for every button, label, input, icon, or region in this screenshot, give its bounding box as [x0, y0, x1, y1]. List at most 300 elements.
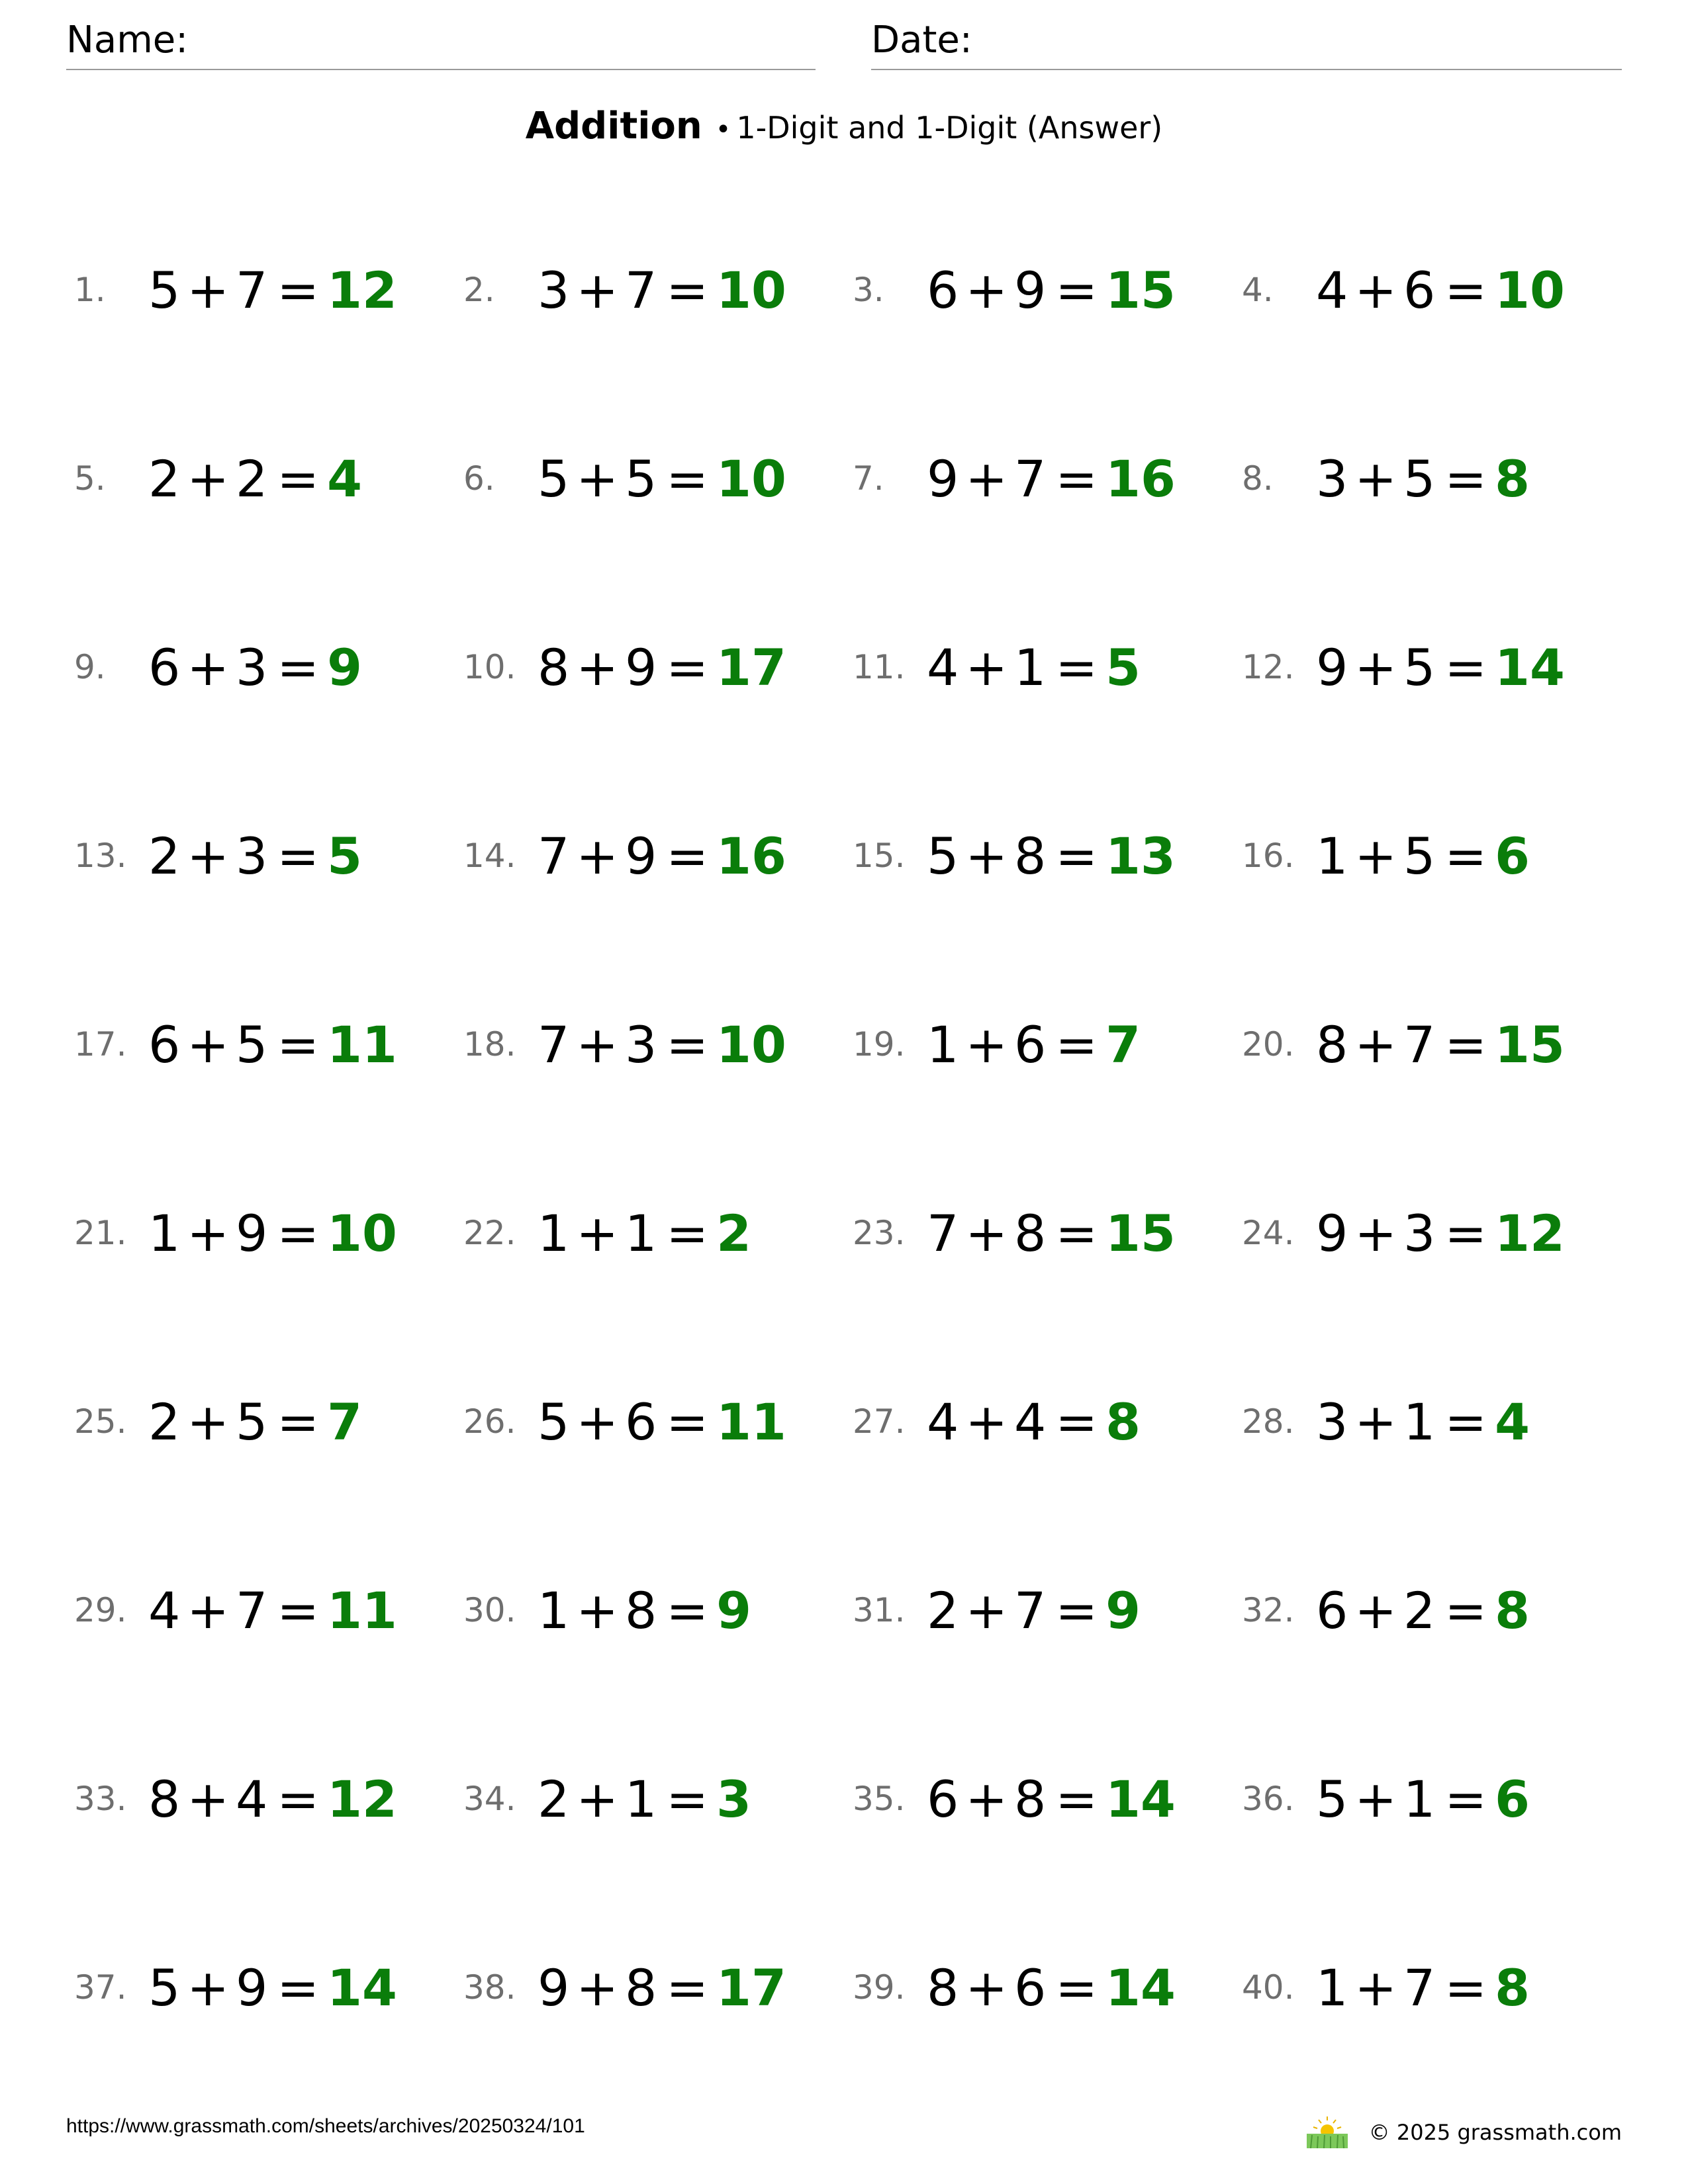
answer: 4 — [327, 449, 362, 508]
answer: 15 — [1495, 1015, 1565, 1074]
plus-operator: + — [187, 1581, 230, 1640]
title-subtitle: 1-Digit and 1-Digit (Answer) — [736, 110, 1163, 146]
problem-expression — [1316, 449, 1530, 508]
plus-operator: + — [965, 1958, 1008, 2017]
problem-item — [74, 1359, 463, 1547]
operand-a: 2 — [148, 1392, 181, 1451]
equals-sign: = — [1055, 638, 1098, 697]
equals-sign: = — [277, 261, 320, 320]
operand-b: 5 — [625, 449, 657, 508]
problem-item — [74, 604, 463, 793]
problem-number: 7. — [853, 459, 884, 498]
problem-expression — [927, 1581, 1141, 1640]
answer: 14 — [1105, 1958, 1176, 2017]
problem-number: 37. — [74, 1968, 127, 2007]
problem-number: 38. — [463, 1968, 516, 2007]
equals-sign: = — [277, 1581, 320, 1640]
plus-operator: + — [576, 1770, 619, 1829]
plus-operator: + — [576, 1958, 619, 2017]
problem-number: 20. — [1242, 1025, 1295, 1064]
operand-b: 9 — [625, 827, 657, 886]
operand-a: 4 — [148, 1581, 181, 1640]
answer: 13 — [1105, 827, 1176, 886]
problem-expression — [148, 1958, 397, 2017]
operand-b: 5 — [1403, 638, 1436, 697]
plus-operator: + — [965, 638, 1008, 697]
problem-item — [1242, 1547, 1631, 1736]
plus-operator: + — [1354, 449, 1397, 508]
equals-sign: = — [666, 1581, 709, 1640]
problem-number: 2. — [463, 271, 495, 309]
operand-b: 6 — [1403, 261, 1436, 320]
problem-number: 13. — [74, 837, 127, 875]
title-separator: • — [715, 114, 731, 145]
problem-item — [463, 981, 853, 1170]
problem-expression — [1316, 827, 1530, 886]
operand-b: 5 — [236, 1392, 268, 1451]
problem-number: 18. — [463, 1025, 516, 1064]
title-main: Addition — [525, 105, 702, 148]
plus-operator: + — [965, 1581, 1008, 1640]
equals-sign: = — [1444, 1581, 1487, 1640]
answer: 8 — [1495, 449, 1530, 508]
equals-sign: = — [1055, 1204, 1098, 1263]
problem-expression — [538, 638, 786, 697]
operand-a: 1 — [1316, 1958, 1348, 2017]
operand-a: 2 — [927, 1581, 959, 1640]
equals-sign: = — [1055, 449, 1098, 508]
operand-b: 7 — [236, 261, 268, 320]
problem-number: 4. — [1242, 271, 1274, 309]
problem-item — [74, 981, 463, 1170]
problem-expression — [538, 1770, 751, 1829]
problem-number: 19. — [853, 1025, 906, 1064]
operand-b: 9 — [625, 638, 657, 697]
operand-a: 5 — [927, 827, 959, 886]
footer-copyright-block — [1304, 2115, 1622, 2150]
problem-item — [74, 793, 463, 981]
problem-number: 30. — [463, 1591, 516, 1629]
operand-a: 8 — [538, 638, 570, 697]
operand-b: 5 — [1403, 449, 1436, 508]
operand-a: 7 — [927, 1204, 959, 1263]
answer: 14 — [327, 1958, 397, 2017]
equals-sign: = — [1055, 1958, 1098, 2017]
answer: 16 — [1105, 449, 1176, 508]
problem-item — [853, 1170, 1242, 1359]
plus-operator: + — [187, 1958, 230, 2017]
problem-expression — [538, 261, 786, 320]
answer: 8 — [1495, 1581, 1530, 1640]
problem-item — [74, 1170, 463, 1359]
answer: 10 — [1495, 261, 1565, 320]
operand-a: 3 — [1316, 1392, 1348, 1451]
equals-sign: = — [277, 1204, 320, 1263]
problem-item — [1242, 1170, 1631, 1359]
answer: 10 — [716, 449, 786, 508]
problem-item — [463, 1925, 853, 2113]
operand-a: 8 — [927, 1958, 959, 2017]
plus-operator: + — [1354, 1958, 1397, 2017]
equals-sign: = — [277, 1958, 320, 2017]
operand-b: 7 — [1403, 1015, 1436, 1074]
operand-a: 9 — [1316, 1204, 1348, 1263]
plus-operator: + — [965, 1392, 1008, 1451]
plus-operator: + — [187, 827, 230, 886]
answer: 11 — [327, 1581, 397, 1640]
operand-b: 5 — [1403, 827, 1436, 886]
plus-operator: + — [576, 827, 619, 886]
operand-b: 6 — [1014, 1958, 1047, 2017]
operand-a: 5 — [1316, 1770, 1348, 1829]
equals-sign: = — [1444, 449, 1487, 508]
equals-sign: = — [666, 1392, 709, 1451]
problem-expression — [927, 638, 1141, 697]
problem-expression — [927, 1770, 1176, 1829]
equals-sign: = — [666, 1770, 709, 1829]
equals-sign: = — [666, 827, 709, 886]
problem-expression — [148, 1392, 362, 1451]
plus-operator: + — [576, 261, 619, 320]
answer: 14 — [1105, 1770, 1176, 1829]
problem-expression — [148, 261, 397, 320]
problem-grid — [74, 227, 1631, 2113]
equals-sign: = — [1444, 1770, 1487, 1829]
operand-b: 6 — [1014, 1015, 1047, 1074]
answer: 5 — [1105, 638, 1141, 697]
operand-b: 4 — [1014, 1392, 1047, 1451]
answer: 10 — [716, 261, 786, 320]
equals-sign: = — [1444, 1958, 1487, 2017]
plus-operator: + — [187, 1770, 230, 1829]
problem-number: 8. — [1242, 459, 1274, 498]
problem-number: 25. — [74, 1402, 127, 1441]
problem-number: 26. — [463, 1402, 516, 1441]
problem-expression — [148, 1581, 397, 1640]
problem-expression — [148, 449, 362, 508]
problem-expression — [148, 1204, 397, 1263]
plus-operator: + — [576, 1204, 619, 1263]
equals-sign: = — [1055, 1581, 1098, 1640]
operand-a: 5 — [148, 261, 181, 320]
operand-b: 8 — [625, 1581, 657, 1640]
problem-item — [1242, 604, 1631, 793]
answer: 8 — [1105, 1392, 1141, 1451]
problem-item — [1242, 793, 1631, 981]
answer: 7 — [1105, 1015, 1141, 1074]
operand-b: 7 — [1014, 449, 1047, 508]
problem-expression — [538, 1204, 751, 1263]
problem-item — [1242, 1925, 1631, 2113]
equals-sign: = — [1055, 1392, 1098, 1451]
plus-operator: + — [965, 1204, 1008, 1263]
answer: 11 — [327, 1015, 397, 1074]
equals-sign: = — [277, 1392, 320, 1451]
problem-number: 40. — [1242, 1968, 1295, 2007]
answer: 3 — [716, 1770, 751, 1829]
problem-expression — [148, 1015, 397, 1074]
problem-item — [853, 1925, 1242, 2113]
problem-number: 39. — [853, 1968, 906, 2007]
equals-sign: = — [1055, 1015, 1098, 1074]
operand-a: 4 — [927, 1392, 959, 1451]
equals-sign: = — [277, 827, 320, 886]
plus-operator: + — [187, 1015, 230, 1074]
operand-b: 9 — [1014, 261, 1047, 320]
equals-sign: = — [1444, 638, 1487, 697]
problem-number: 22. — [463, 1214, 516, 1252]
answer: 15 — [1105, 261, 1176, 320]
equals-sign: = — [1444, 261, 1487, 320]
problem-number: 36. — [1242, 1780, 1295, 1818]
plus-operator: + — [965, 827, 1008, 886]
operand-b: 1 — [625, 1204, 657, 1263]
operand-b: 9 — [236, 1204, 268, 1263]
plus-operator: + — [965, 261, 1008, 320]
operand-a: 1 — [148, 1204, 181, 1263]
plus-operator: + — [1354, 1392, 1397, 1451]
operand-a: 2 — [538, 1770, 570, 1829]
problem-number: 23. — [853, 1214, 906, 1252]
problem-number: 5. — [74, 459, 106, 498]
operand-b: 8 — [1014, 1204, 1047, 1263]
plus-operator: + — [1354, 1770, 1397, 1829]
problem-expression — [927, 1392, 1141, 1451]
answer: 17 — [716, 638, 786, 697]
operand-b: 1 — [1403, 1770, 1436, 1829]
operand-b: 1 — [1014, 638, 1047, 697]
answer: 8 — [1495, 1958, 1530, 2017]
problem-item — [853, 1736, 1242, 1925]
plus-operator: + — [187, 449, 230, 508]
problem-expression — [148, 827, 362, 886]
problem-item — [74, 416, 463, 604]
problem-item — [463, 227, 853, 416]
problem-item — [463, 793, 853, 981]
plus-operator: + — [187, 1204, 230, 1263]
plus-operator: + — [576, 449, 619, 508]
problem-expression — [927, 1204, 1176, 1263]
answer: 14 — [1495, 638, 1565, 697]
name-field[interactable] — [66, 19, 816, 70]
problem-item — [463, 1736, 853, 1925]
problem-expression — [538, 1015, 786, 1074]
operand-b: 8 — [1014, 1770, 1047, 1829]
answer: 9 — [327, 638, 362, 697]
problem-number: 34. — [463, 1780, 516, 1818]
equals-sign: = — [277, 638, 320, 697]
answer: 7 — [327, 1392, 362, 1451]
equals-sign: = — [666, 449, 709, 508]
problem-item — [853, 227, 1242, 416]
answer: 6 — [1495, 1770, 1530, 1829]
operand-a: 1 — [1316, 827, 1348, 886]
answer: 2 — [716, 1204, 751, 1263]
plus-operator: + — [576, 1015, 619, 1074]
problem-item — [74, 1736, 463, 1925]
equals-sign: = — [1444, 1204, 1487, 1263]
answer: 10 — [327, 1204, 397, 1263]
problem-item — [853, 604, 1242, 793]
answer: 12 — [327, 1770, 397, 1829]
problem-expression — [927, 449, 1176, 508]
date-label: Date: — [871, 19, 972, 62]
operand-a: 3 — [1316, 449, 1348, 508]
problem-number: 35. — [853, 1780, 906, 1818]
operand-b: 8 — [625, 1958, 657, 2017]
operand-a: 7 — [538, 1015, 570, 1074]
operand-b: 3 — [1403, 1204, 1436, 1263]
problem-item — [853, 416, 1242, 604]
answer: 9 — [1105, 1581, 1141, 1640]
equals-sign: = — [277, 1015, 320, 1074]
problem-number: 1. — [74, 271, 106, 309]
operand-a: 9 — [1316, 638, 1348, 697]
operand-a: 8 — [1316, 1015, 1348, 1074]
problem-expression — [927, 827, 1176, 886]
operand-b: 6 — [625, 1392, 657, 1451]
problem-expression — [927, 1958, 1176, 2017]
equals-sign: = — [666, 1958, 709, 2017]
problem-item — [74, 227, 463, 416]
operand-a: 6 — [148, 638, 181, 697]
problem-expression — [1316, 1770, 1530, 1829]
operand-b: 2 — [236, 449, 268, 508]
operand-b: 7 — [236, 1581, 268, 1640]
plus-operator: + — [187, 261, 230, 320]
problem-number: 28. — [1242, 1402, 1295, 1441]
operand-a: 9 — [927, 449, 959, 508]
equals-sign: = — [1444, 1392, 1487, 1451]
problem-number: 15. — [853, 837, 906, 875]
problem-expression — [148, 638, 362, 697]
equals-sign: = — [1444, 1015, 1487, 1074]
problem-number: 10. — [463, 648, 516, 686]
problem-item — [853, 793, 1242, 981]
problem-item — [463, 1359, 853, 1547]
problem-expression — [927, 261, 1176, 320]
problem-number: 32. — [1242, 1591, 1295, 1629]
operand-a: 4 — [1316, 261, 1348, 320]
equals-sign: = — [666, 261, 709, 320]
problem-expression — [1316, 1392, 1530, 1451]
operand-a: 5 — [148, 1958, 181, 2017]
problem-expression — [538, 449, 786, 508]
problem-number: 6. — [463, 459, 495, 498]
operand-a: 1 — [927, 1015, 959, 1074]
operand-b: 1 — [1403, 1392, 1436, 1451]
problem-item — [74, 1925, 463, 2113]
operand-a: 1 — [538, 1204, 570, 1263]
operand-a: 3 — [538, 261, 570, 320]
answer: 15 — [1105, 1204, 1176, 1263]
operand-b: 9 — [236, 1958, 268, 2017]
operand-a: 6 — [1316, 1581, 1348, 1640]
problem-number: 21. — [74, 1214, 127, 1252]
plus-operator: + — [1354, 1015, 1397, 1074]
footer-copyright: © 2025 grassmath.com — [1368, 2120, 1622, 2145]
operand-a: 2 — [148, 827, 181, 886]
plus-operator: + — [187, 638, 230, 697]
operand-b: 1 — [625, 1770, 657, 1829]
operand-b: 3 — [236, 827, 268, 886]
problem-expression — [927, 1015, 1141, 1074]
plus-operator: + — [965, 1015, 1008, 1074]
operand-a: 5 — [538, 1392, 570, 1451]
problem-item — [463, 1547, 853, 1736]
worksheet-title — [0, 105, 1688, 148]
problem-item — [463, 1170, 853, 1359]
answer: 11 — [716, 1392, 786, 1451]
problem-number: 11. — [853, 648, 906, 686]
problem-item — [853, 1547, 1242, 1736]
equals-sign: = — [277, 449, 320, 508]
answer: 17 — [716, 1958, 786, 2017]
problem-item — [1242, 416, 1631, 604]
equals-sign: = — [277, 1770, 320, 1829]
problem-number: 14. — [463, 837, 516, 875]
operand-b: 8 — [1014, 827, 1047, 886]
problem-number: 9. — [74, 648, 106, 686]
plus-operator: + — [187, 1392, 230, 1451]
operand-a: 5 — [538, 449, 570, 508]
plus-operator: + — [576, 638, 619, 697]
answer: 12 — [1495, 1204, 1565, 1263]
problem-expression — [1316, 1958, 1530, 2017]
grass-sun-logo-icon — [1304, 2115, 1350, 2150]
operand-b: 5 — [236, 1015, 268, 1074]
problem-expression — [148, 1770, 397, 1829]
problem-item — [1242, 1736, 1631, 1925]
operand-a: 7 — [538, 827, 570, 886]
answer: 5 — [327, 827, 362, 886]
plus-operator: + — [965, 1770, 1008, 1829]
plus-operator: + — [1354, 827, 1397, 886]
problem-expression — [1316, 1204, 1565, 1263]
operand-a: 4 — [927, 638, 959, 697]
problem-number: 33. — [74, 1780, 127, 1818]
problem-number: 17. — [74, 1025, 127, 1064]
plus-operator: + — [965, 449, 1008, 508]
name-label: Name: — [66, 19, 189, 62]
problem-item — [463, 416, 853, 604]
plus-operator: + — [576, 1392, 619, 1451]
plus-operator: + — [1354, 1581, 1397, 1640]
problem-item — [1242, 227, 1631, 416]
problem-number: 16. — [1242, 837, 1295, 875]
answer: 12 — [327, 261, 397, 320]
problem-item — [74, 1547, 463, 1736]
plus-operator: + — [1354, 261, 1397, 320]
problem-expression — [1316, 1015, 1565, 1074]
equals-sign: = — [1055, 1770, 1098, 1829]
date-field[interactable] — [871, 19, 1622, 70]
operand-a: 1 — [538, 1581, 570, 1640]
problem-number: 29. — [74, 1591, 127, 1629]
footer-url: https://www.grassmath.com/sheets/archives/20250324/101 — [66, 2115, 585, 2137]
operand-a: 6 — [927, 261, 959, 320]
plus-operator: + — [1354, 1204, 1397, 1263]
equals-sign: = — [666, 638, 709, 697]
problem-number: 27. — [853, 1402, 906, 1441]
operand-a: 8 — [148, 1770, 181, 1829]
problem-item — [463, 604, 853, 793]
equals-sign: = — [666, 1204, 709, 1263]
plus-operator: + — [1354, 638, 1397, 697]
problem-number: 24. — [1242, 1214, 1295, 1252]
equals-sign: = — [666, 1015, 709, 1074]
operand-b: 4 — [236, 1770, 268, 1829]
